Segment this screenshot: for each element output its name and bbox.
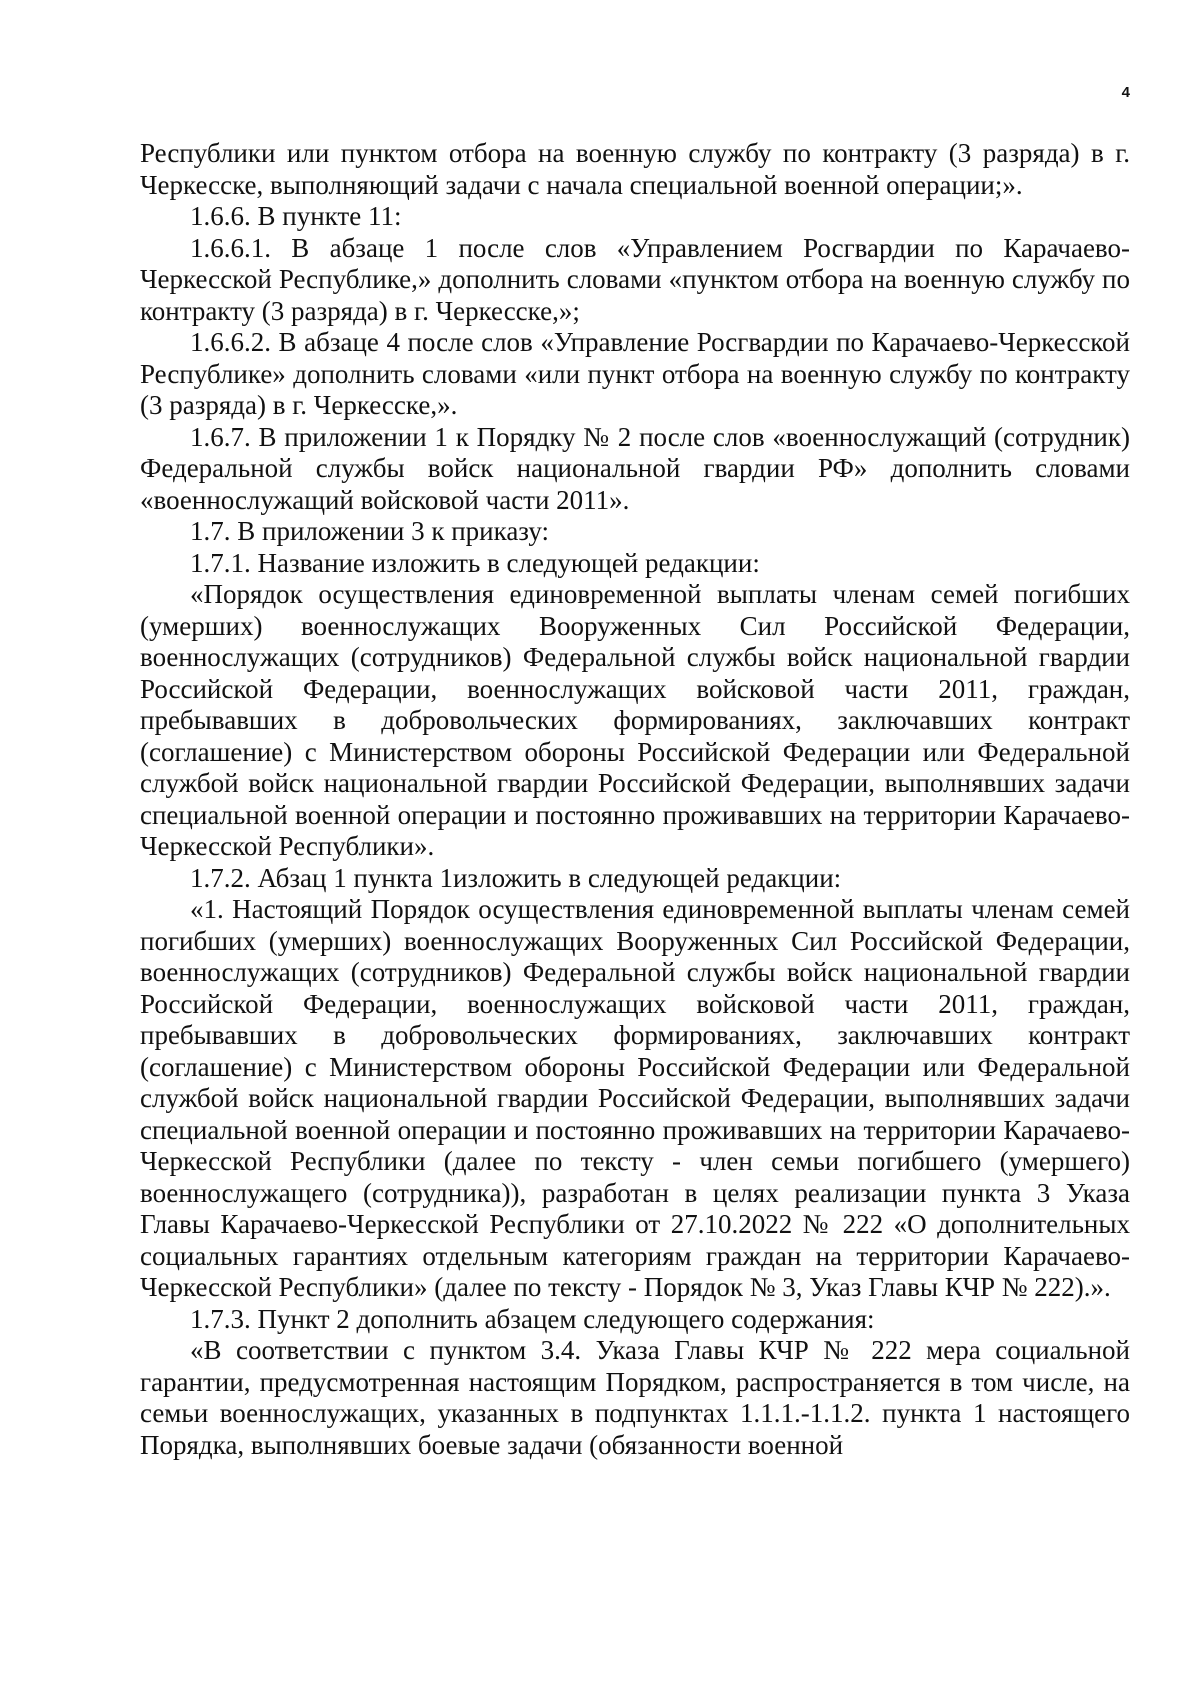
document-body [140,138,1130,1461]
paragraph-1-6-6-2: 1.6.6.2. В абзаце 4 после слов «Управление Росгвардии по Карачаево-Черкесской Республике» дополнить словами «или пункт отбора на военную службу по контракту (3 разряда) в г. Черкесске,». [140,327,1130,420]
paragraph-1-7: 1.7. В приложении 3 к приказу: [190,516,550,546]
paragraph-1-6-6: 1.6.6. В пункте 11: [190,201,402,231]
paragraph-quoted-title: «Порядок осуществления единовременной выплаты членам семей погибших (умерших) военнослужащих Вооруженных Сил Российской Федерации, военнослужащих (сотрудников) Федеральной службы войск национальной гвардии Российской Федерации, военнослужащих войсковой части 2011, граждан, пребывавших в добровольческих формированиях, заключавших контракт (соглашение) с Министерством обороны Российской Федерации или Федеральной службой войск национальной гвардии Российской Федерации, выполнявших задачи специальной военной операции и постоянно проживавших на территории Карачаево-Черкесской Республики». [140,579,1130,861]
paragraph-quoted-addition: «В соответствии с пунктом 3.4. Указа Главы КЧР № 222 мера социальной гарантии, предусмотренная настоящим Порядком, распространяется в том числе, на семьи военнослужащих, указанных в подпунктах 1.1.1.-1.1.2. пункта 1 настоящего Порядка, выполнявших боевые задачи (обязанности военной [140,1335,1130,1460]
paragraph-1-7-1: 1.7.1. Название изложить в следующей редакции: [190,547,760,578]
paragraph-1-7-2: 1.7.2. Абзац 1 пункта 1изложить в следующей редакции: [190,862,842,893]
page-number: 4 [1121,84,1130,101]
paragraph-1-6-6-1: 1.6.6.1. В абзаце 1 после слов «Управлением Росгвардии по Карачаево-Черкесской Республике,» дополнить словами «пунктом отбора на военную службу по контракту (3 разряда) в г. Черкесске,»; [140,232,1130,326]
paragraph-1-6-7: 1.6.7. В приложении 1 к Порядку № 2 после слов «военнослужащий (сотрудник) Федеральной службы войск национальной гвардии РФ» дополнить словами «военнослужащий войсковой части 2011». [140,421,1130,515]
paragraph-quoted-item-1: «1. Настоящий Порядок осуществления единовременной выплаты членам семей погибших (умерших) военнослужащих Вооруженных Сил Российской Федерации, военнослужащих (сотрудников) Федеральной службы войск национальной гвардии Российской Федерации, военнослужащих войсковой части 2011, граждан, пребывавших в добровольческих формированиях, заключавших контракт (соглашение) с Министерством обороны Российской Федерации или Федеральной службой войск национальной гвардии Российской Федерации, выполнявших задачи специальной военной операции и постоянно проживавших на территории Карачаево-Черкесской Республики (далее по тексту - член семьи погибшего (умершего) военнослужащего (сотрудника)), разработан в целях реализации пункта 3 Указа Главы Карачаево-Черкесской Республики от 27.10.2022 № 222 «О дополнительных социальных гарантиях отдельным категориям граждан на территории Карачаево-Черкесской Республики» (далее по тексту - Порядок № 3, Указ Главы КЧР № 222).». [140,894,1130,1302]
paragraph-continuation: Республики или пунктом отбора на военную службу по контракту (3 разряда) в г. Черкесске, выполняющий задачи с начала специальной военной операции;». [140,138,1130,200]
paragraph-1-7-3: 1.7.3. Пункт 2 дополнить абзацем следующего содержания: [190,1303,875,1334]
